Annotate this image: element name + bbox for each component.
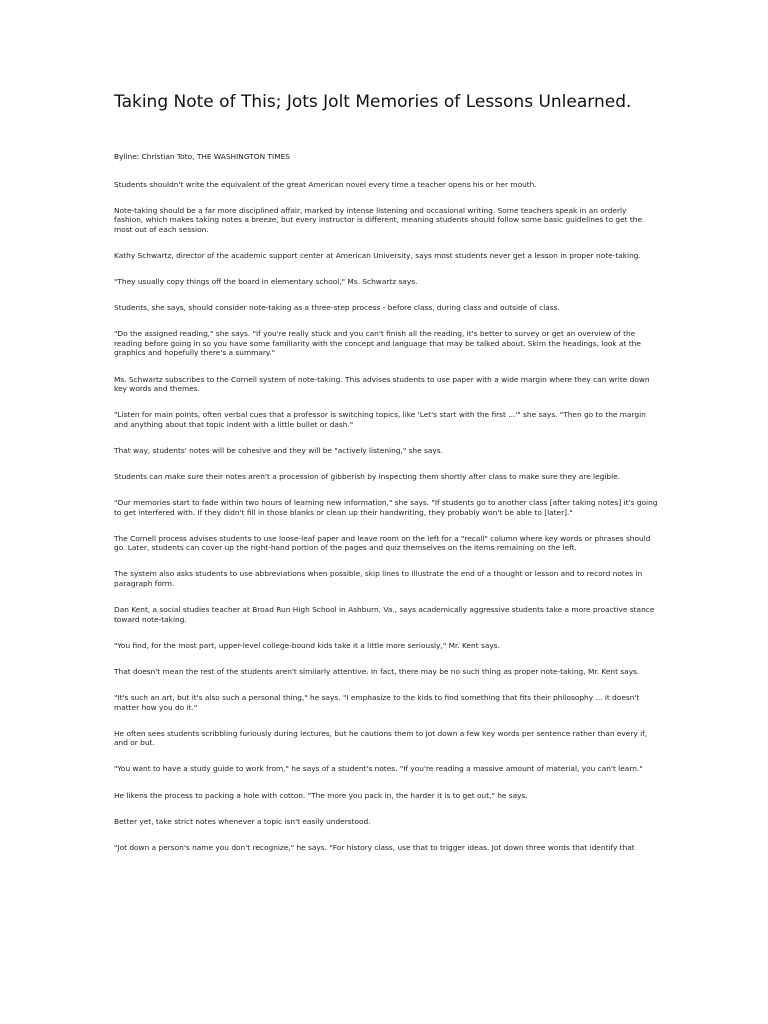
paragraph: He likens the process to packing a hole with cotton. "The more you pack in, the harder it is to get out," he says. bbox=[114, 790, 528, 800]
paragraph: "Listen for main points, often verbal cues that a professor is switching topics, like 'Let's start with the first ...'" she says. "Then go to the margin and anything about that topic indent with a little bullet or dash." bbox=[114, 410, 646, 429]
paragraph: "They usually copy things off the board in elementary school," Ms. Schwartz says. bbox=[114, 277, 418, 287]
paragraph: The Cornell process advises students to use loose-leaf paper and leave room on the left for a "recall" column where key words or phrases should go. Later, students can cover up the right-hand portion of the pages and quiz themselves on the items remaining on the left. bbox=[114, 533, 651, 553]
paragraph: Better yet, take strict notes whenever a topic isn't easily understood. bbox=[114, 816, 371, 826]
paragraph: Dan Kent, a social studies teacher at Broad Run High School in Ashburn, Va., says academically aggressive students take a more proactive stance toward note-taking. bbox=[114, 605, 655, 624]
paragraph: "It's such an art, but it's also such a personal thing," he says. "I emphasize to the kids to find something that fits their philosophy ... it doesn't matter how you do it." bbox=[114, 693, 640, 712]
paragraph: That way, students' notes will be cohesive and they will be "actively listening," she says. bbox=[114, 445, 443, 455]
paragraph: "Do the assigned reading," she says. "If you're really stuck and you can't finish all the reading, it's better to survey or get an overview of the reading before going in so you have some familiarity with the concept and language that may be talked about. Skim the headings, look at the graphics and hopefully there's a summary." bbox=[114, 329, 641, 358]
paragraph: "Our memories start to fade within two hours of learning new information," she says. "If students go to another class [after taking notes] it's going to get interfered with. If they didn't fill in those blanks or clean up their handwriting, they probably won't be able to [later]." bbox=[114, 498, 658, 517]
paragraph: Kathy Schwartz, director of the academic support center at American University, says most students never get a lesson in proper note-taking. bbox=[114, 250, 641, 260]
article bbox=[114, 92, 658, 869]
paragraph: That doesn't mean the rest of the students aren't similarly attentive. In fact, there may be no such thing as proper note-taking, Mr. Kent says. bbox=[114, 666, 640, 676]
paragraph: Ms. Schwartz subscribes to the Cornell system of note-taking. This advises students to use paper with a wide margin where they can write down key words and themes. bbox=[114, 374, 650, 394]
byline: Byline: Christian Toto, THE WASHINGTON TIMES bbox=[114, 152, 290, 161]
paragraph: The system also asks students to use abbreviations when possible, skip lines to illustrate the end of a thought or lesson and to record notes in paragraph form. bbox=[114, 569, 643, 589]
paragraph: "Jot down a person's name you don't recognize," he says. "For history class, use that to trigger ideas. Jot down three words that identify that bbox=[114, 842, 635, 852]
paragraph: Students, she says, should consider note-taking as a three-step process - before class, during class and outside of class. bbox=[114, 303, 560, 313]
paragraph: Students can make sure their notes aren't a procession of gibberish by inspecting them shortly after class to make sure they are legible. bbox=[114, 472, 621, 481]
article-title: Taking Note of This; Jots Jolt Memories of Lessons Unlearned. bbox=[114, 92, 632, 112]
paragraph: He often sees students scribbling furiously during lectures, but he cautions them to jot down a few key words per sentence rather than every if, and or but. bbox=[114, 728, 648, 748]
paragraph: "You find, for the most part, upper-level college-bound kids take it a little more seriously," Mr. Kent says. bbox=[114, 640, 500, 650]
paragraph: Note-taking should be a far more disciplined affair, marked by intense listening and occasional writing. Some teachers speak in an orderly fashion, which makes taking notes a breeze, but every instructor is different, meaning students should follow some basic guidelines to get the most out of each session. bbox=[114, 205, 643, 234]
paragraph: "You want to have a study guide to work from," he says of a student's notes. "If you're reading a massive amount of material, you can't learn." bbox=[114, 764, 643, 774]
paragraph: Students shouldn't write the equivalent of the great American novel every time a teacher opens his or her mouth. bbox=[114, 179, 537, 189]
